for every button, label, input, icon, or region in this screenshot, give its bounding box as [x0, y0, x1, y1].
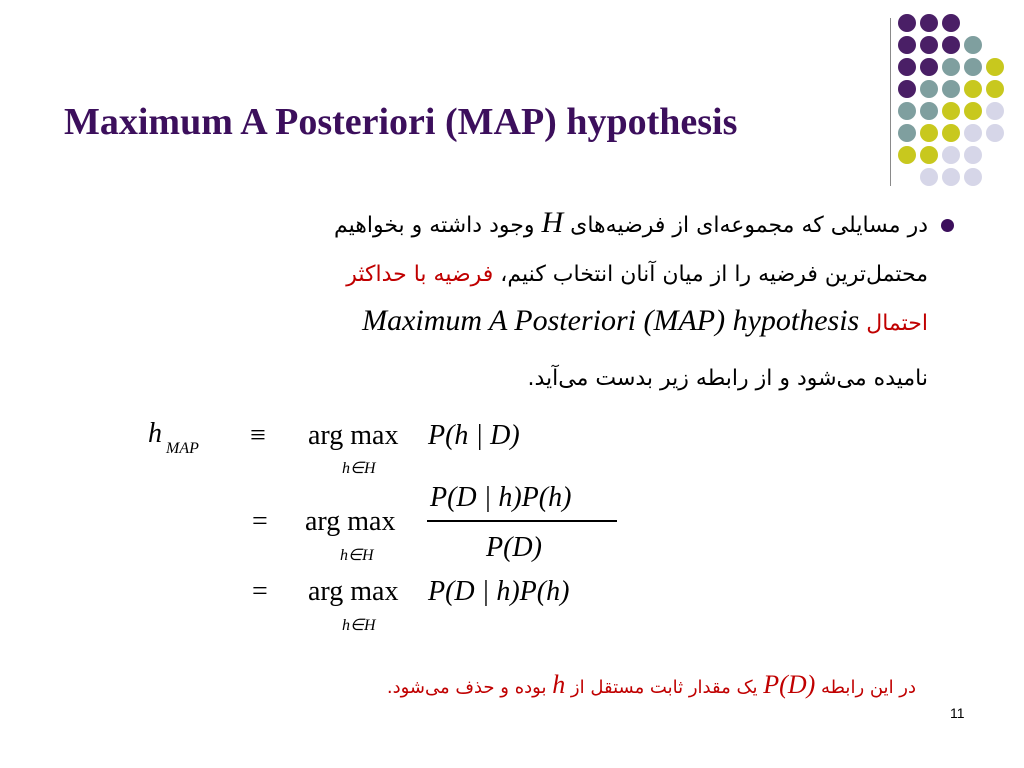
decorative-dot — [986, 124, 1004, 142]
eq-row1-argmax-sub: h∈H — [342, 460, 376, 477]
body-line-4 — [527, 366, 928, 391]
decorative-dot — [942, 124, 960, 142]
decorative-dot — [898, 102, 916, 120]
decorative-dot — [898, 58, 916, 76]
body-line-3-highlight: احتمال — [866, 311, 928, 336]
body-line-2-text: محتمل‌ترین فرضیه را از میان آنان انتخاب کنیم، — [500, 262, 928, 287]
decorative-dot — [942, 80, 960, 98]
bullet-icon — [941, 219, 954, 232]
eq-row3-equals: = — [252, 576, 268, 607]
footnote-math-pd: P(D) — [763, 670, 816, 699]
math-H: H — [541, 206, 564, 239]
body-line-4-text: نامیده می‌شود و از رابطه زیر بدست می‌آید. — [527, 366, 928, 391]
decorative-dot — [898, 124, 916, 142]
footnote-text-c: بوده و حذف می‌شود. — [386, 677, 547, 698]
decorative-dot — [964, 124, 982, 142]
eq-row2-argmax-sub: h∈H — [340, 547, 374, 564]
decorative-dot — [964, 168, 982, 186]
decorative-dot — [898, 36, 916, 54]
eq-lhs-h: h — [148, 418, 162, 449]
decorative-dot — [942, 102, 960, 120]
decorative-dot — [920, 36, 938, 54]
decorative-dot — [920, 80, 938, 98]
decorative-dot — [920, 124, 938, 142]
decorative-dot — [964, 146, 982, 164]
decorative-dot — [920, 102, 938, 120]
decorative-dot — [942, 14, 960, 32]
footnote-text-b: یک مقدار ثابت مستقل از — [570, 677, 758, 698]
decorative-dot — [986, 102, 1004, 120]
eq-row3-argmax-sub: h∈H — [342, 617, 376, 634]
eq-row2-argmax: arg max — [305, 506, 396, 537]
decorative-dot — [898, 80, 916, 98]
body-line-1 — [334, 206, 928, 240]
eq-row3-expr: P(D | h)P(h) — [428, 576, 570, 607]
decorative-dot — [920, 58, 938, 76]
eq-lhs-sub: MAP — [166, 440, 199, 457]
eq-row3-argmax: arg max — [308, 576, 399, 607]
body-line-1-text-b: وجود داشته و بخواهیم — [334, 213, 535, 238]
page-number: 11 — [950, 705, 965, 721]
eq-row2-denominator: P(D) — [486, 532, 542, 563]
eq-row1-expr: P(h | D) — [428, 420, 520, 451]
footnote — [387, 670, 916, 700]
eq-row2-equals: = — [252, 506, 268, 537]
decorative-dot — [942, 168, 960, 186]
decorative-dot — [942, 58, 960, 76]
body-line-2-highlight: فرضیه با حداکثر — [346, 262, 494, 287]
fraction-bar — [427, 520, 617, 522]
decorative-dot — [920, 146, 938, 164]
footnote-math-h: h — [552, 670, 566, 699]
decorative-dot — [964, 102, 982, 120]
decorative-dot — [942, 146, 960, 164]
decorative-dot — [986, 80, 1004, 98]
decorative-vertical-line — [890, 18, 891, 186]
decorative-dot — [920, 14, 938, 32]
decorative-dot — [898, 14, 916, 32]
slide-title: Maximum A Posteriori (MAP) hypothesis — [64, 101, 738, 143]
body-line-3 — [362, 304, 928, 338]
decorative-dot — [964, 36, 982, 54]
map-hypothesis-latin: Maximum A Posteriori (MAP) hypothesis — [362, 304, 860, 337]
decorative-dot — [920, 168, 938, 186]
decorative-dot — [986, 58, 1004, 76]
footnote-text-a: در این رابطه — [821, 677, 916, 698]
eq-equiv: ≡ — [250, 420, 266, 451]
body-line-2 — [346, 262, 928, 287]
decorative-dot — [964, 58, 982, 76]
decorative-dot — [964, 80, 982, 98]
eq-row2-numerator: P(D | h)P(h) — [430, 482, 572, 513]
eq-row1-argmax: arg max — [308, 420, 399, 451]
decorative-dot — [898, 146, 916, 164]
body-line-1-text-a: در مسایلی که مجموعه‌ای از فرضیه‌های — [570, 213, 928, 238]
decorative-dot — [942, 36, 960, 54]
